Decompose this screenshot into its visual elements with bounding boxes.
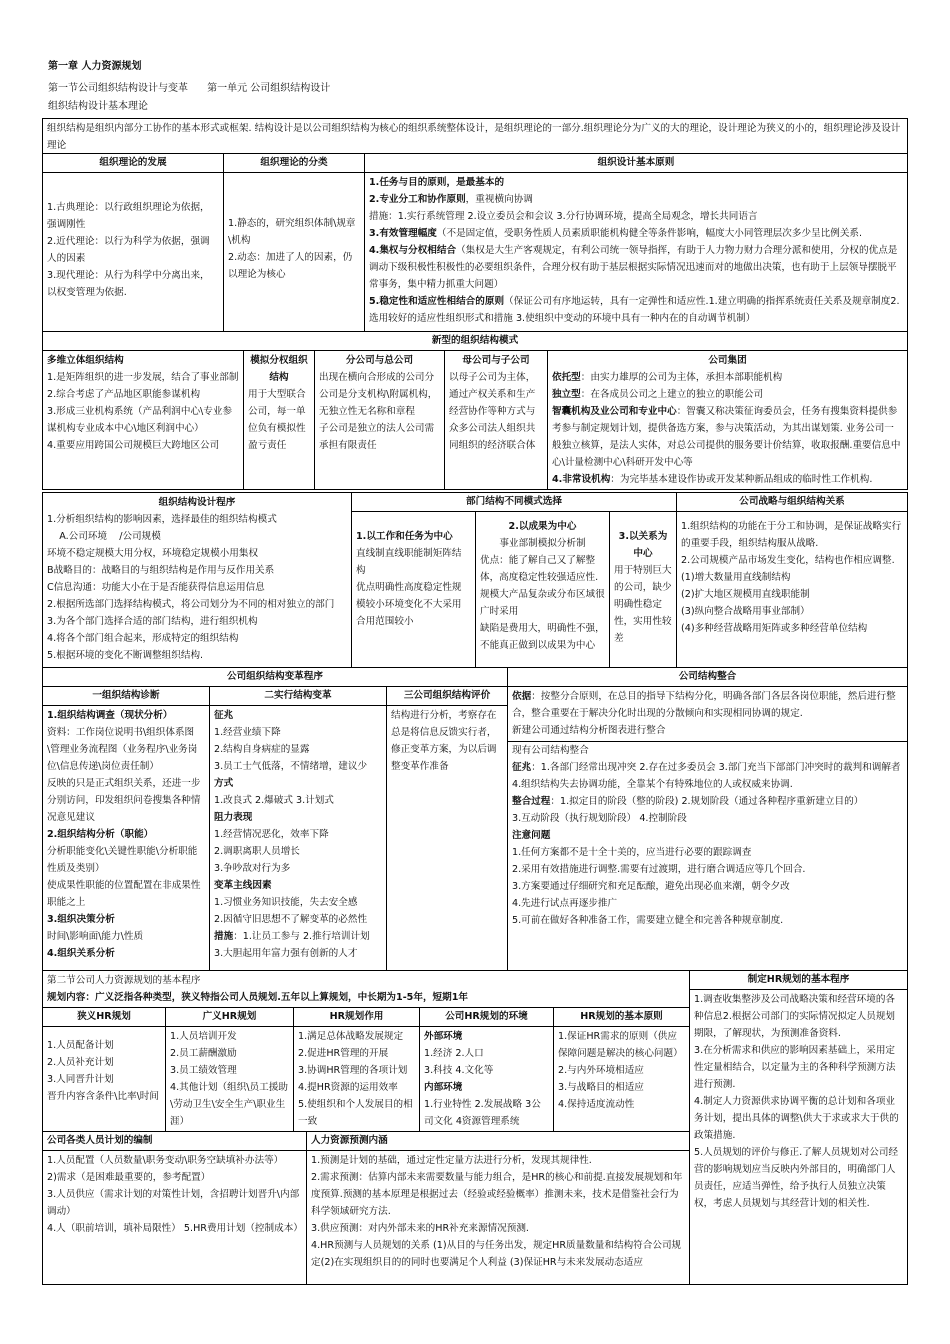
- hr-proc-line: 3.在分析需求和供应的影响因素基础上，采用定性定量相结合，以定量为主的各种科学预测方法进行预测.: [694, 1045, 896, 1090]
- integration-note: 4.先进行试点再逐步推广: [512, 898, 618, 909]
- reform-cell: [209, 705, 387, 971]
- evaluation-cell: [386, 705, 508, 971]
- hr-principle-line: 1.保证HR需求的原则（供应保障问题是解决的核心问题）: [558, 1031, 683, 1059]
- integration-proc: ：1.拟定目的阶段（整的阶段) 2.规划阶段（通过各种程序重新建立目的）: [550, 796, 864, 807]
- hr-narrow-header: 狭义HR规划: [42, 1007, 166, 1027]
- branch-line: 出现在横向合形成的公司分公司是分支机构\附属机构，无独立性无名称和章程: [319, 372, 438, 417]
- parent-header: 母公司与子公司: [462, 355, 530, 366]
- hr-env-title: 内部环境: [424, 1082, 463, 1093]
- dept-relation-cell: [609, 511, 677, 668]
- integration-basis-title: 依据: [512, 691, 532, 702]
- procedure-line: 1.分析组织结构的影响因素，选择最佳的组织结构模式: [47, 514, 277, 525]
- virtual-cell: [243, 350, 315, 490]
- hr-role-cell: [293, 1026, 420, 1132]
- plan-line: 2)需求（是困难最重要的，参考配置）: [47, 1172, 211, 1183]
- forecast-cell: [306, 1150, 690, 1285]
- reform-line: 1.经营情况恶化，效率下降: [214, 829, 329, 840]
- strategy-header: 公司战略与组织结构关系: [676, 492, 908, 512]
- hr-proc-line: 5.人员规划的评价与修正.了解人员规划对公司经营的影响规划应当反映内外部目的，明确部门人员责任，应适当弹性，给予执行人员独立决策权，考虑人员规划与其经营计划的相关性.: [694, 1147, 899, 1209]
- diagnosis-line: 反映的只是正式组织关系，还进一步分别访问，印发组织问卷搜集各种情况意见建议: [47, 778, 201, 823]
- principle-desc: （不是固定值，受职务性质人员素质职能机构健全等条件影响，幅度大小同管理层次多少呈比例关系.: [436, 228, 863, 239]
- hr-principle-cell: [553, 1026, 690, 1132]
- reform-title: 征兆: [214, 710, 234, 721]
- hr-broad-line: 4.其他计划（组织\员工援助\劳动卫生\安全生产\职业生涯）: [170, 1082, 288, 1127]
- integration-basis2: 新建公司通过结构分析图表进行整合: [512, 725, 666, 736]
- group-desc: ：在各成员公司之上建立的独立的职能公司: [580, 389, 764, 400]
- hr-env-header: 公司HR规划的环境: [419, 1007, 554, 1027]
- hr-principle-line: 2.与内外环境相适应: [558, 1065, 644, 1076]
- integration-existing: 现有公司结构整合: [508, 741, 907, 759]
- hr-content-title: 规划内容：广义泛指各种类型，狭义特指公司人员规划.五年以上算规划，中长期为1-5年，短期1年: [47, 992, 468, 1003]
- procedure-line: C信息沟通：功能大小在于是否能获得信息运用信息: [47, 582, 265, 593]
- integration-sign: ：1.各部门经常出现冲突 2.存在过多委员会 3.部门充当下部部门冲突时的裁判和调解者: [531, 762, 901, 773]
- parent-cell: [444, 350, 548, 490]
- hr-narrow-line: 3.人同晋升计划: [47, 1074, 114, 1085]
- principle-cell: [364, 172, 908, 332]
- strategy-line: (2)扩大地区规模用直线职能制: [681, 589, 810, 600]
- reform-title: 措施: [214, 931, 234, 942]
- dept-task-line: 直线制直线职能制矩阵结构: [356, 548, 462, 576]
- dept-header: 部门结构不同模式选择: [351, 492, 677, 512]
- reform-line: 3.争吵敌对行为多: [214, 863, 291, 874]
- group-term: 依托型: [552, 372, 581, 383]
- diagnosis-line: 时间\影响面\能力\性质: [47, 931, 144, 942]
- reform-line: 2.因循守旧思想不了解变革的必然性: [214, 914, 368, 925]
- hr-narrow-line: 2.人员补充计划: [47, 1057, 114, 1068]
- evaluation-line: 结构进行分析，考察存在总是将信息反馈实行者，修正变革方案，为以后调整变革作准备: [391, 710, 497, 772]
- evaluation-header: 三公司组织结构评价: [386, 686, 508, 706]
- group-header: 公司集团: [708, 355, 747, 366]
- reform-line: 2.调职离职人员增长: [214, 846, 300, 857]
- chapter-title: 第一章 人力资源规划: [48, 61, 142, 72]
- dept-relation-line: 用于特别巨大的公司，缺少明确性稳定性，实用性较差: [614, 565, 672, 644]
- diagnosis-line: 分析职能变化\关键性职能\分析职能性质及类别）: [47, 846, 198, 874]
- principle-title: 2.专业分工和协作原则: [369, 194, 466, 205]
- dept-task-line: 合用范围较小: [356, 616, 414, 627]
- branch-line: 子公司是独立的法人公司需承担有限责任: [319, 423, 435, 451]
- virtual-line: 用于大型联合公司，每一单位负有模拟性盈亏责任: [248, 389, 306, 451]
- integration-proc-title: 整合过程: [512, 796, 551, 807]
- modes-title: 新型的组织结构模式: [42, 331, 908, 351]
- hr-proc-cell: [689, 989, 908, 1285]
- forecast-line: 1.预测是计划的基础，通过定性定量方法进行分析，发现其规律性.: [311, 1155, 592, 1166]
- theory-dev-cell: [42, 172, 224, 332]
- procedure-cell: [42, 492, 352, 668]
- hr-proc-header: 制定HR规划的基本程序: [689, 970, 908, 990]
- principle-desc: （保证公司有序地运转，具有一定弹性和适应性.1.建立明确的指挥系统责任关系及规章制度2.选用较好的适应性组织形式和措施 3.使组织中变动的环境中具有一种内在的自动调节机制）: [369, 296, 900, 324]
- hr-role-line: 4.提HR资源的运用效率: [298, 1082, 398, 1093]
- hr-env-cell: [419, 1026, 554, 1132]
- group-cell: [547, 350, 908, 490]
- procedure-line: 3.为各个部门选择合适的部门结构，进行组织机构: [47, 616, 258, 627]
- dept-task-cell: [351, 511, 476, 668]
- hr-proc-line: 4.制定人力资源供求协调平衡的总计划和各项业务计划，提出具体的调整\供大于求或求大于供的政策措施.: [694, 1096, 899, 1141]
- hr-section-title: 第二节公司人力资源规划的基本程序: [47, 975, 201, 986]
- theory-class-cell: [223, 172, 365, 332]
- procedure-line: B战略目的：战略目的与组织结构是作用与反作用关系: [47, 565, 275, 576]
- procedure-header: 组织结构设计程序: [158, 497, 236, 508]
- hr-role-line: 5.使组织和个人发展目的相一致: [298, 1099, 413, 1127]
- dev-line: 1.古典理论：以行政组织理论为依据，强调刚性: [47, 202, 210, 230]
- principle-title: 5.稳定性和适应性相结合的原则: [369, 296, 505, 307]
- hr-principle-line: 3.与战略目的相适应: [558, 1082, 644, 1093]
- dept-result-cell: [475, 511, 610, 668]
- hr-narrow-line: 晋升内容含条件\比率\时间: [47, 1091, 159, 1102]
- hr-broad-header: 广义HR规划: [165, 1007, 294, 1027]
- hr-broad-line: 2.员工薪酬激励: [170, 1048, 237, 1059]
- plan-line: 1.人员配置（人员数量\职务变动\职务空缺填补办法等）: [47, 1155, 284, 1166]
- diagnosis-title: 4.组织关系分析: [47, 948, 115, 959]
- hr-role-line: 1.满足总体战略发展规定: [298, 1031, 404, 1042]
- reform-line: ：1.让员工参与 2.推行培训计划: [233, 931, 370, 942]
- hr-narrow-line: 1.人员配备计划: [47, 1040, 114, 1051]
- diagnosis-title: 3.组织决策分析: [47, 914, 115, 925]
- principle-header: 组织设计基本原则: [364, 153, 908, 173]
- group-term: 4.非常设机构: [552, 474, 611, 485]
- principle-title: 4.集权与分权相结合: [369, 245, 457, 256]
- group-term: 智囊机构及业公司和专业中心: [552, 406, 677, 417]
- hr-env-line: 1.经济 2.人口: [424, 1048, 484, 1059]
- dept-relation-header: 3.以关系为中心: [618, 531, 668, 559]
- reform-line: 1.经营业绩下降: [214, 727, 281, 738]
- class-line: 2.动态：加进了人的因素，仍以理论为核心: [228, 252, 353, 280]
- dept-result-line: 缺陷是费用大，明确性不强，不能真正做到以成果为中心: [480, 623, 605, 651]
- procedure-line: 2.根据所选部门选择结构模式，将公司划分为不同的相对独立的部门: [47, 599, 335, 610]
- integration-basis: ：按整分合原则，在总目的指导下结构分化，明确各部门各层各岗位职能，然后进行整合，整合重要在于解决分化时出现的分散倾向和实现相同协调的规定.: [512, 691, 896, 719]
- unit-name: 第一单元 公司组织结构设计: [207, 83, 331, 94]
- forecast-header: 人力资源预测内涵: [306, 1131, 690, 1151]
- reform-line: 1.改良式 2.爆破式 3.计划式: [214, 795, 334, 806]
- strategy-line: (4)多种经营战略用矩阵或多种经营单位结构: [681, 623, 868, 634]
- dev-line: 2.近代理论：以行为科学为依据，强调人的因素: [47, 236, 210, 264]
- hr-broad-line: 1.人员培训开发: [170, 1031, 237, 1042]
- hr-intro: [42, 970, 690, 1008]
- hr-env-line: 3.科技 4.文化等: [424, 1065, 494, 1076]
- change-header: 公司组织结构变革程序: [42, 667, 508, 687]
- integration-proc2: 3.互动阶段（执行规划阶段） 4.控制阶段: [512, 813, 687, 824]
- group-desc: ：为完毕基本建设作协或开发某种新品组成的临时性工作机构.: [610, 474, 873, 485]
- reform-line: 3.员工士气低落，不情绪增，建议少: [214, 761, 368, 772]
- reform-header: 二实行结构变革: [209, 686, 387, 706]
- branch-header: 分公司与总公司: [345, 355, 414, 366]
- integration-cell: [507, 686, 908, 971]
- principle-desc: （集权是大生产客观规定，有利公司统一领导指挥，有助于人力物力财力合理分派和使用，分权的优点是调动下级积极性积极性的必要组织条件，合理分权有助于基层根据实际情况迅速而对的地做出决策，也有助于上层领导摆脱平常事务，集中精力抓重大问题）: [369, 245, 898, 290]
- integration-sign-title: 征兆: [512, 762, 532, 773]
- hr-role-line: 3.协调HR管理的各项计划: [298, 1065, 408, 1076]
- parent-line: 以母子公司为主体，通过产权关系和生产经营协作等种方式与众多公司法人组织共同组织的经济联合体: [449, 372, 536, 451]
- procedure-line: 5.根据环境的变化不断调整组织结构.: [47, 650, 204, 661]
- multi-dim-line: 1.是矩阵组织的进一步发展，结合了事业部制: [47, 372, 239, 383]
- plan-header: 公司各类人员计划的编制: [42, 1131, 307, 1151]
- principle-title: 3.有效管理幅度: [369, 228, 437, 239]
- integration-note: 1.任何方案都不是十全十美的，应当进行必要的跟踪调查: [512, 847, 752, 858]
- reform-title: 变革主线因素: [214, 880, 272, 891]
- reform-line: 3.大胆起用年富力强有创新的人才: [214, 948, 358, 959]
- intro-box: 组织结构是组织内部分工协作的基本形式或框架. 结构设计是以公司组织结构为核心的组织系统整体设计，是组织理论的一部分.组织理论分为广义的大的理论，设计理论为狭义的小的，组织理论涉及设计理论: [42, 118, 908, 154]
- forecast-line: 2.需求预测：估算内部未来需要数量与能力组合，是HR的核心和前提.直接发展规划和年度预算.预测的基本原理是根据过去（经验或经验概率）推测未来，技术是借鉴社会行为科学领域研究方法.: [311, 1172, 683, 1217]
- diagnosis-title: 1.组织结构调查（现状分析）: [47, 710, 173, 721]
- plan-line: 3.人员供应（需求计划的对策性计划，含招聘计划晋升\内部调动）: [47, 1189, 300, 1217]
- multi-dim-line: 3.形成三业机构系统（产品利润中心\专业参谋机构专业成本中心\地区利润中心）: [47, 406, 233, 434]
- hr-narrow-cell: [42, 1026, 166, 1132]
- group-desc: ：智囊又称决策征询委员会，任务有搜集资料提供参考参与制定规划计划，提供备选方案，参与决策活动，为其出谋划策. 业务公司一般独立核算，是法人实体，对总公司提供的服务要计价结算，收取报酬.重要信息中心\计量检测中心\科研开发中心等: [552, 406, 901, 468]
- diagnosis-title: 2.组织结构分析（职能）: [47, 829, 154, 840]
- procedure-line: 4.将各个部门组合起来，形成特定的组织结构: [47, 633, 239, 644]
- principle-desc: ，重视横向协调: [465, 194, 533, 205]
- reform-line: 2.结构自身病症的显露: [214, 744, 310, 755]
- section-name: 第一节公司组织结构设计与变革: [48, 83, 188, 94]
- class-line: 1.静态的，研究组织体制\规章\机构: [228, 218, 356, 246]
- dept-result-header: 2.以成果为中心: [508, 521, 577, 532]
- procedure-line: 环境不稳定规模大用分权，环境稳定规模小用集权: [47, 548, 259, 559]
- hr-role-line: 2.促进HR管理的开展: [298, 1048, 389, 1059]
- multi-dim-header: 多维立体组织结构: [47, 355, 124, 366]
- dept-result-line: 优点：能了解自己又了解整体，高度稳定性较强适应性.规模大产品复杂或分布区域很广时采用: [480, 555, 605, 617]
- branch-cell: [314, 350, 445, 490]
- forecast-line: 4.HR预测与人员规划的关系 (1)从目的与任务出发，规定HR质量数量和结构符合公司规定(2)在实现组织目的的同时也要满足个人利益 (3)保证HR与未来发展动态适应: [311, 1240, 682, 1268]
- plan-line: 4.人（职前培训，填补局限性） 5.HR费用计划（控制成本）: [47, 1223, 303, 1234]
- virtual-header: 模拟分权组织结构: [250, 355, 308, 383]
- hr-env-line: 1.行业特性 2.发展战略 3公司文化 4资源管理系统: [424, 1099, 541, 1127]
- strategy-line: (3)纵向整合战略用事业部制）: [681, 606, 810, 617]
- principle-title: 1.任务与目的原则，是最基本的: [369, 177, 505, 188]
- multi-dim-cell: [42, 350, 244, 490]
- procedure-line: A.公司环境 /公司规模: [47, 531, 161, 542]
- strategy-line: (1)增大数量用直线制结构: [681, 572, 791, 583]
- integration-header: 公司结构整合: [507, 667, 908, 687]
- reform-title: 阻力表现: [214, 812, 253, 823]
- hr-principle-line: 4.保持适度流动性: [558, 1099, 635, 1110]
- reform-title: 方式: [214, 778, 234, 789]
- integration-note: 5.可前在做好各种准备工作，需要建立健全和完善各种规章制度.: [512, 915, 784, 926]
- multi-dim-line: 4.重要应用跨国公司规模巨大跨地区公司: [47, 440, 220, 451]
- hr-env-title: 外部环境: [424, 1031, 463, 1042]
- diagnosis-cell: [42, 705, 210, 971]
- theory-dev-header: 组织理论的发展: [42, 153, 224, 173]
- hr-principle-header: HR规划的基本原则: [553, 1007, 690, 1027]
- forecast-line: 3.供应预测：对内外部未来的HR补充来源情况预测.: [311, 1223, 529, 1234]
- integration-note-title: 注意问题: [512, 830, 551, 841]
- dev-line: 3.现代理论：从行为科学中分离出来，以权变管理为依据.: [47, 270, 210, 298]
- multi-dim-line: 2.综合考虑了产品地区职能参谋机构: [47, 389, 201, 400]
- integration-note: 2.采用有效措施进行调整.需要有过渡期，进行磨合调适应等几个回合.: [512, 864, 806, 875]
- hr-proc-line: 1.调查收集整涉及公司战略决策和经营环境的各种信息2.根据公司部门的实际情况拟定人员规划期限，了解现状，为预测准备资料.: [694, 994, 896, 1039]
- diagnosis-header: 一组织结构诊断: [42, 686, 210, 706]
- subtitle: 组织结构设计基本理论: [48, 101, 148, 112]
- hr-broad-line: 3.员工绩效管理: [170, 1065, 237, 1076]
- group-term: 独立型: [552, 389, 581, 400]
- group-desc: ：由实力雄厚的公司为主体，承担本部职能机构: [580, 372, 783, 383]
- strategy-line: 1.组织结构的功能在于分工和协调，是保证战略实行的重要手段，组织结构服从战略.: [681, 521, 902, 549]
- dept-result-line: 事业部制模拟分析制: [499, 538, 586, 549]
- dept-task-line: 优点明确性高度稳定性规模较小环境变化不大采用: [356, 582, 462, 610]
- diagnosis-line: 使成果性职能的位置配置在非成果性职能之上: [47, 880, 201, 908]
- integration-sign2: 4.组织结构失去协调功能，全靠某个有特殊地位的人或权威来协调.: [512, 779, 793, 790]
- principle-desc: 措施：1.实行系统管理 2.设立委员会和会议 3.分行协调环境，提高全局观念，增长共同语言: [369, 211, 758, 222]
- theory-class-header: 组织理论的分类: [223, 153, 365, 173]
- dept-task-header: 1.以工作和任务为中心: [356, 531, 453, 542]
- hr-role-header: HR规划作用: [293, 1007, 420, 1027]
- strategy-cell: [676, 511, 908, 668]
- strategy-line: 2.公司规模产品市场发生变化，结构也作相应调整.: [681, 555, 895, 566]
- diagnosis-line: 资料：工作岗位说明书\组织体系图\管理业务流程图（业务程序\业务岗位\信息传递\岗位责任制）: [47, 727, 198, 772]
- hr-broad-cell: [165, 1026, 294, 1132]
- section-title: [48, 80, 330, 97]
- plan-cell: [42, 1150, 307, 1285]
- reform-line: 1.习惯业务知识技能，失去安全感: [214, 897, 358, 908]
- integration-note: 3.方案要通过仔细研究和充足酝酿，避免出现必血来潮，朝令夕改: [512, 881, 790, 892]
